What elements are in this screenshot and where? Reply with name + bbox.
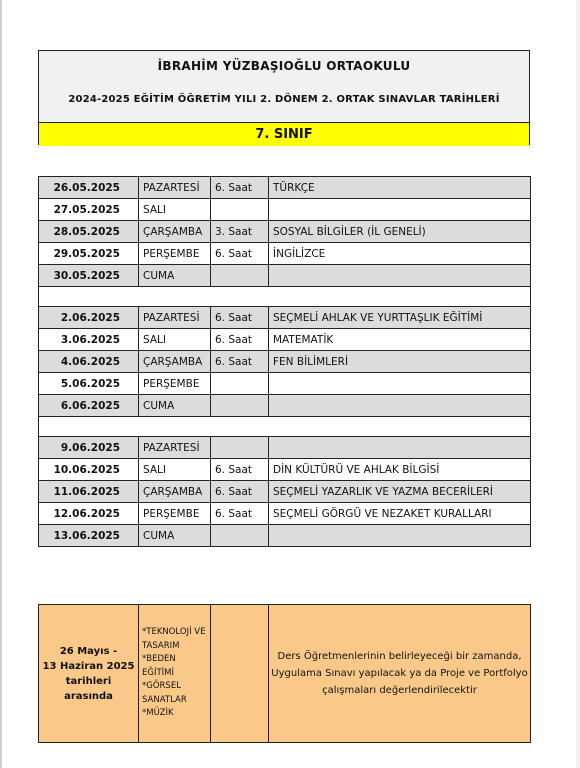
date-cell: 12.06.2025 xyxy=(39,503,139,525)
period-cell xyxy=(211,199,269,221)
date-range-line: 26 Mayıs - xyxy=(59,645,118,657)
day-cell: PERŞEMBE xyxy=(139,503,211,525)
note-line: çalışmaları değerlendirilecektir xyxy=(322,685,477,696)
date-cell: 30.05.2025 xyxy=(39,265,139,287)
exam-row xyxy=(39,481,531,503)
date-cell: 6.06.2025 xyxy=(39,395,139,417)
date-cell: 13.06.2025 xyxy=(39,525,139,547)
exam-row xyxy=(39,351,531,373)
week-separator xyxy=(39,417,531,437)
period-cell: 6. Saat xyxy=(211,329,269,351)
subject-line: TASARIM xyxy=(142,640,180,651)
day-cell: SALI xyxy=(139,329,211,351)
period-cell: 6. Saat xyxy=(211,177,269,199)
subject-cell xyxy=(269,265,531,287)
exam-row xyxy=(39,329,531,351)
exam-term-title: 2024-2025 EĞİTİM ÖĞRETİM YILI 2. DÖNEM 2. ORTAK SINAVLAR TARİHLERİ xyxy=(68,94,500,105)
subject-cell: SEÇMELİ GÖRGÜ VE NEZAKET KURALLARI xyxy=(269,503,531,525)
subject-line: *BEDEN xyxy=(142,654,176,665)
exam-row xyxy=(39,459,531,481)
date-cell: 5.06.2025 xyxy=(39,373,139,395)
day-cell: SALI xyxy=(139,459,211,481)
date-cell: 10.06.2025 xyxy=(39,459,139,481)
period-cell xyxy=(211,373,269,395)
subject-cell xyxy=(269,525,531,547)
date-range-line: 13 Haziran 2025 xyxy=(42,660,135,672)
subject-cell: MATEMATİK xyxy=(269,329,531,351)
date-cell: 29.05.2025 xyxy=(39,243,139,265)
period-cell xyxy=(211,525,269,547)
date-cell: 9.06.2025 xyxy=(39,437,139,459)
exam-row xyxy=(39,243,531,265)
grade-banner: 7. SINIF xyxy=(39,122,529,146)
note-line: Uygulama Sınavı yapılacak ya da Proje ve Portfolyo xyxy=(271,668,528,679)
period-cell: 3. Saat xyxy=(211,221,269,243)
date-cell: 4.06.2025 xyxy=(39,351,139,373)
subject-cell: FEN BİLİMLERİ xyxy=(269,351,531,373)
subject-cell: TÜRKÇE xyxy=(269,177,531,199)
exam-row xyxy=(39,221,531,243)
school-name: İBRAHİM YÜZBAŞIOĞLU ORTAOKULU xyxy=(157,59,411,73)
day-cell: PAZARTESİ xyxy=(139,437,211,459)
schedule-table xyxy=(38,176,531,547)
period-cell: 6. Saat xyxy=(211,481,269,503)
day-cell: CUMA xyxy=(139,395,211,417)
day-cell: PERŞEMBE xyxy=(139,373,211,395)
subject-cell: SEÇMELİ YAZARLIK VE YAZMA BECERİLERİ xyxy=(269,481,531,503)
subject-cell: İNGİLİZCE xyxy=(269,243,531,265)
period-cell: 6. Saat xyxy=(211,351,269,373)
period-cell: 6. Saat xyxy=(211,307,269,329)
empty-cell xyxy=(211,605,269,743)
exam-row xyxy=(39,525,531,547)
header-box xyxy=(38,50,530,145)
day-cell: PAZARTESİ xyxy=(139,177,211,199)
practical-subjects-cell xyxy=(139,605,211,743)
day-cell: ÇARŞAMBA xyxy=(139,221,211,243)
day-cell: PERŞEMBE xyxy=(139,243,211,265)
practical-exams-box xyxy=(38,604,531,743)
date-cell: 2.06.2025 xyxy=(39,307,139,329)
exam-row xyxy=(39,177,531,199)
exam-row xyxy=(39,437,531,459)
separator-cell xyxy=(39,417,531,437)
date-range-line: tarihleri arasında xyxy=(64,675,113,702)
period-cell xyxy=(211,437,269,459)
period-cell: 6. Saat xyxy=(211,459,269,481)
subject-line: *MÜZİK xyxy=(142,708,174,719)
day-cell: CUMA xyxy=(139,525,211,547)
period-cell xyxy=(211,395,269,417)
subject-line: EĞİTİMİ xyxy=(142,667,175,678)
day-cell: CUMA xyxy=(139,265,211,287)
note-line: Ders Öğretmenlerinin belirleyeceği bir zamanda, xyxy=(277,651,522,662)
period-cell: 6. Saat xyxy=(211,503,269,525)
page-left-edge xyxy=(0,0,2,768)
subject-cell xyxy=(269,199,531,221)
subject-cell: SOSYAL BİLGİLER (İL GENELİ) xyxy=(269,221,531,243)
exam-row xyxy=(39,199,531,221)
period-cell: 6. Saat xyxy=(211,243,269,265)
page-right-edge xyxy=(576,0,580,768)
date-cell: 3.06.2025 xyxy=(39,329,139,351)
subject-cell: SEÇMELİ AHLAK VE YURTTAŞLIK EĞİTİMİ xyxy=(269,307,531,329)
day-cell: PAZARTESİ xyxy=(139,307,211,329)
practical-note-cell xyxy=(269,605,531,743)
exam-row xyxy=(39,265,531,287)
subject-cell xyxy=(269,437,531,459)
date-cell: 11.06.2025 xyxy=(39,481,139,503)
subject-cell: DİN KÜLTÜRÜ VE AHLAK BİLGİSİ xyxy=(269,459,531,481)
date-range-cell xyxy=(39,605,139,743)
date-cell: 27.05.2025 xyxy=(39,199,139,221)
exam-row xyxy=(39,307,531,329)
separator-cell xyxy=(39,287,531,307)
day-cell: ÇARŞAMBA xyxy=(139,481,211,503)
exam-row xyxy=(39,395,531,417)
day-cell: SALI xyxy=(139,199,211,221)
exam-row xyxy=(39,503,531,525)
day-cell: ÇARŞAMBA xyxy=(139,351,211,373)
exam-row xyxy=(39,373,531,395)
subject-line: *TEKNOLOJİ VE xyxy=(142,627,206,638)
subject-cell xyxy=(269,395,531,417)
week-separator xyxy=(39,287,531,307)
date-cell: 28.05.2025 xyxy=(39,221,139,243)
subject-cell xyxy=(269,373,531,395)
subject-line: *GÖRSEL xyxy=(142,681,181,692)
date-cell: 26.05.2025 xyxy=(39,177,139,199)
period-cell xyxy=(211,265,269,287)
subject-line: SANATLAR xyxy=(142,694,187,705)
